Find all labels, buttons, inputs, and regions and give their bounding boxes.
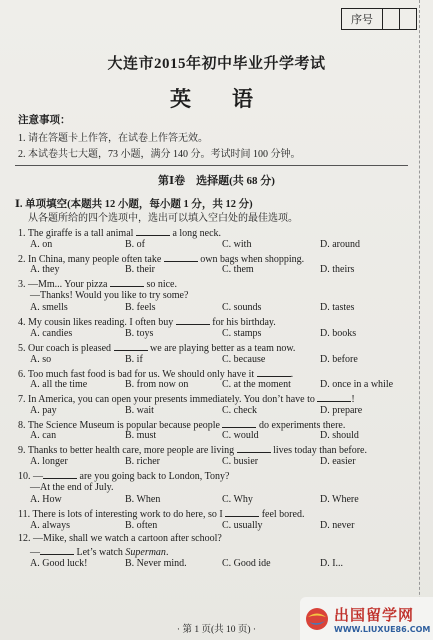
answer-blank	[225, 507, 259, 517]
question-stem	[18, 418, 345, 431]
answer-option: B. from now on	[125, 379, 189, 391]
answer-option: D. prepare	[320, 404, 363, 416]
answer-option: B. richer	[125, 456, 160, 467]
question-text: !	[351, 394, 355, 406]
answer-blank	[110, 277, 144, 287]
answer-option: D. should	[320, 430, 359, 442]
answer-option: A. candies	[30, 328, 73, 339]
answer-blank	[43, 469, 77, 479]
answer-option: A. Good luck!	[30, 558, 88, 569]
question-stem	[18, 341, 295, 354]
answer-option: B. must	[125, 430, 157, 442]
answer-option: A. always	[30, 519, 70, 531]
question-text: 5. Our coach is pleased	[18, 343, 114, 354]
answer-blank	[257, 367, 291, 377]
globe-icon	[304, 606, 330, 632]
question-stem	[18, 469, 229, 482]
answer-option: A. pay	[30, 404, 57, 416]
question-stem	[18, 507, 304, 520]
section-heading: Ⅰ. 单项填空(本题共 12 小题，每小题 1 分，共 12 分)	[15, 199, 253, 210]
question-text: 8. The Science Museum is popular because people	[18, 419, 223, 431]
answer-option: C. sounds	[222, 302, 262, 314]
answer-option: A. longer	[30, 456, 68, 467]
answer-option: D. theirs	[320, 264, 355, 276]
answer-option: B. of	[125, 238, 145, 250]
answer-option: D. books	[320, 328, 357, 339]
answer-blank	[114, 341, 148, 351]
question-text: 12. —Mike, shall we watch a cartoon after school?	[18, 532, 222, 544]
answer-option: A. on	[30, 238, 53, 250]
divider	[15, 165, 408, 166]
answer-blank	[136, 226, 170, 236]
answer-option: D. once in a while	[320, 379, 394, 391]
answer-option: C. with	[222, 238, 252, 250]
answer-option: D. around	[320, 238, 360, 250]
answer-option: C. because	[222, 353, 266, 365]
question-text: for his birthday.	[209, 317, 276, 329]
question-text: are you going back to London, Tony?	[77, 471, 230, 482]
question-text: own bags when shopping.	[197, 253, 305, 265]
question-stem	[18, 443, 367, 456]
question-stem	[18, 533, 222, 544]
answer-option: D. before	[320, 353, 358, 365]
answer-option: C. them	[222, 264, 254, 276]
question-text: do experiments there.	[256, 419, 346, 431]
question-text: 2. In China, many people often take	[18, 253, 164, 265]
answer-option: D. never	[320, 519, 355, 531]
answer-blank	[237, 443, 271, 453]
question-text: lives today than before.	[270, 445, 367, 457]
answer-option: B. Never mind.	[125, 558, 187, 569]
answer-option: C. usually	[222, 519, 263, 531]
movie-title: Superman	[125, 547, 166, 559]
answer-option: A. How	[30, 494, 62, 506]
question-text: 1. The giraffe is a tall animal	[18, 228, 136, 239]
section-instruction: 从各题所给的四个选项中，选出可以填入空白处的最佳选项。	[28, 213, 298, 224]
answer-option: A. can	[30, 430, 57, 442]
notes-heading: 注意事项：	[18, 115, 71, 126]
sequence-number-box	[341, 8, 417, 30]
answer-option: B. their	[125, 264, 155, 276]
question-text: we are playing better as a team now.	[147, 343, 296, 354]
dialogue-line: —Thanks! Would you like to try some?	[30, 289, 189, 301]
question-text: 6. Too much fast food is bad for us. We should only have it	[18, 368, 257, 380]
question-text: a long neck.	[169, 228, 222, 239]
question-stem	[18, 315, 276, 328]
question-text: .	[290, 368, 294, 380]
answer-option: B. if	[125, 353, 143, 365]
answer-blank	[317, 392, 351, 402]
sequence-cell	[383, 9, 400, 29]
answer-blank	[40, 545, 74, 555]
note-item: 2. 本试卷共七大题，73 小题，满分 140 分。考试时间 100 分钟。	[18, 149, 301, 160]
question-text: feel bored.	[259, 509, 305, 521]
question-text: 9. Thanks to better health care, more people are living	[18, 445, 237, 457]
question-text: so nice.	[143, 279, 177, 291]
watermark-cn: 出国留学网	[334, 605, 415, 624]
answer-option: B. wait	[125, 404, 154, 416]
note-item: 1. 请在答题卡上作答，在试卷上作答无效。	[18, 133, 208, 144]
question-text: 3. —Mm... Your pizza	[18, 279, 110, 291]
answer-option: A. smells	[30, 302, 68, 314]
answer-option: C. busier	[222, 456, 259, 467]
dialogue-line	[30, 545, 168, 558]
watermark-url: WWW.LIUXUE86.COM	[334, 624, 431, 634]
answer-option: B. feels	[125, 302, 156, 314]
answer-option: B. often	[125, 519, 158, 531]
answer-blank	[222, 418, 256, 428]
question-text: 11. There is lots of interesting work to do here, so I	[18, 509, 226, 521]
answer-option: B. toys	[125, 328, 154, 339]
dialogue-text: .	[165, 547, 169, 559]
watermark-logo	[300, 597, 433, 640]
dialogue-line: —At the end of July.	[30, 481, 114, 493]
answer-blank	[164, 252, 198, 262]
exam-title: 大连市2015年初中毕业升学考试	[107, 56, 326, 72]
answer-option: C. at the moment	[222, 379, 291, 391]
question-text: 4. My cousin likes reading. I often buy	[18, 317, 176, 329]
answer-option: C. check	[222, 404, 257, 416]
answer-option: C. Why	[222, 494, 253, 506]
question-stem	[18, 252, 304, 265]
sequence-cell	[400, 9, 416, 29]
answer-option: C. stamps	[222, 328, 262, 339]
question-text: 10. —	[18, 471, 43, 482]
dialogue-text: —	[30, 547, 40, 559]
question-stem	[18, 392, 355, 405]
dialogue-text: Let’s watch	[74, 547, 126, 559]
answer-option: A. they	[30, 264, 60, 276]
answer-option: D. I...	[320, 558, 344, 569]
answer-option: B. When	[125, 494, 161, 506]
question-text: 7. In America, you can open your presents immediately. You don’t have to	[18, 394, 318, 406]
answer-option: A. all the time	[30, 379, 88, 391]
answer-option: C. Good ide	[222, 558, 271, 569]
answer-option: D. Where	[320, 494, 359, 506]
exam-subject: 英 语	[170, 87, 263, 111]
answer-option: A. so	[30, 353, 52, 365]
question-stem	[18, 367, 293, 380]
answer-option: C. would	[222, 430, 259, 442]
answer-blank	[176, 315, 210, 325]
question-stem	[18, 226, 221, 239]
answer-option: D. easier	[320, 456, 356, 467]
part-title: 第Ⅰ卷 选择题(共 68 分)	[158, 175, 275, 187]
page-footer: · 第 1 页(共 10 页) ·	[176, 625, 257, 635]
sequence-label: 序号	[342, 9, 383, 29]
question-stem	[18, 277, 177, 290]
answer-option: D. tastes	[320, 302, 355, 314]
